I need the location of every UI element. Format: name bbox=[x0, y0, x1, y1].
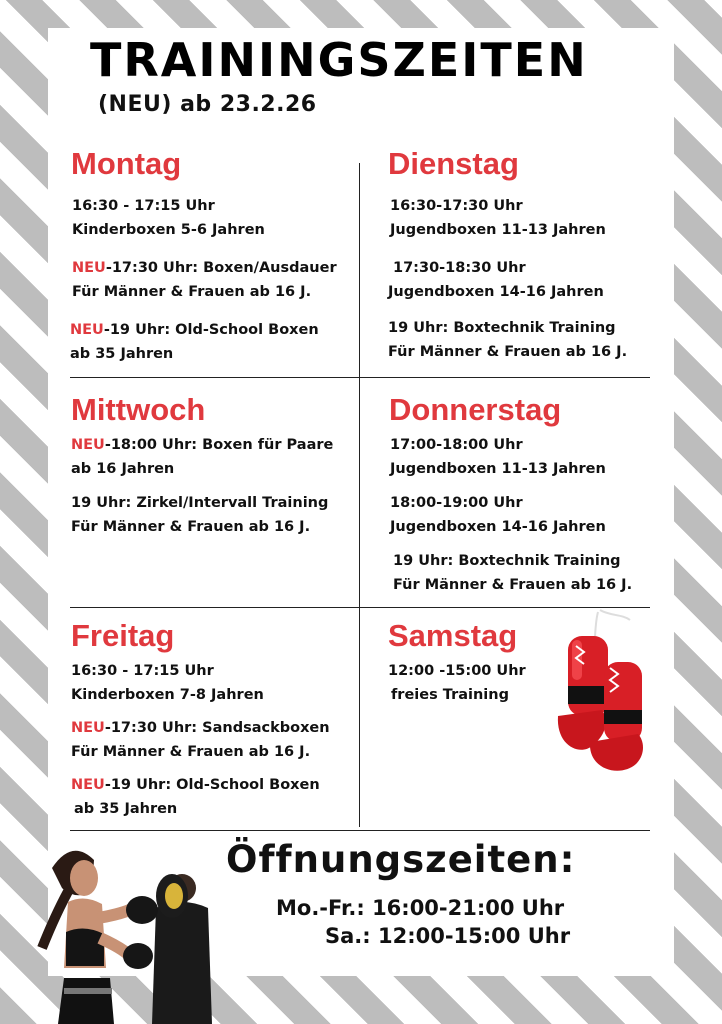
grid-divider-vertical bbox=[359, 163, 360, 827]
opening-hours-weekdays: Mo.-Fr.: 16:00-21:00 Uhr bbox=[276, 896, 565, 920]
montag-entry-2 bbox=[72, 256, 337, 304]
montag-entry-3 bbox=[70, 318, 319, 366]
entry-description: Für Männer & Frauen ab 16 J. bbox=[71, 519, 311, 535]
entry-time: 16:30 - 17:15 Uhr bbox=[72, 198, 215, 214]
entry-description: ab 35 Jahren bbox=[74, 801, 178, 817]
neu-label: NEU bbox=[71, 720, 105, 736]
entry-time: -19 Uhr: Old-School Boxen bbox=[104, 777, 320, 793]
entry-time: 18:00-19:00 Uhr bbox=[390, 495, 523, 511]
mittwoch-entry-2 bbox=[71, 491, 328, 539]
entry-time: -17:30 Uhr: Boxen/Ausdauer bbox=[105, 260, 337, 276]
freitag-entry-3 bbox=[71, 773, 320, 821]
entry-description: Jugendboxen 14-16 Jahren bbox=[388, 284, 604, 300]
donnerstag-entry-1 bbox=[390, 433, 606, 481]
opening-hours-saturday: Sa.: 12:00-15:00 Uhr bbox=[325, 924, 571, 948]
entry-description: Für Männer & Frauen ab 16 J. bbox=[72, 284, 312, 300]
entry-time: 16:30 - 17:15 Uhr bbox=[71, 663, 214, 679]
entry-description: ab 16 Jahren bbox=[71, 461, 175, 477]
neu-label: NEU bbox=[72, 260, 106, 276]
entry-description: Für Männer & Frauen ab 16 J. bbox=[388, 344, 628, 360]
entry-description: Für Männer & Frauen ab 16 J. bbox=[393, 577, 633, 593]
page-title: TRAININGSZEITEN bbox=[90, 33, 588, 87]
montag-entry-1 bbox=[72, 194, 265, 242]
freitag-entry-1 bbox=[71, 659, 264, 707]
grid-divider-bottom bbox=[70, 830, 650, 831]
mittwoch-entry-1 bbox=[71, 433, 333, 481]
entry-time: 19 Uhr: Boxtechnik Training bbox=[388, 320, 616, 336]
opening-hours-title: Öffnungszeiten: bbox=[226, 838, 576, 881]
donnerstag-entry-3 bbox=[393, 549, 632, 597]
day-heading-freitag: Freitag bbox=[71, 618, 175, 653]
day-heading-samstag: Samstag bbox=[388, 618, 518, 653]
boxer-training-photo bbox=[22, 838, 222, 1024]
neu-label: NEU bbox=[71, 437, 105, 453]
entry-description: Kinderboxen 5-6 Jahren bbox=[72, 222, 265, 238]
donnerstag-entry-2 bbox=[390, 491, 606, 539]
entry-description: freies Training bbox=[391, 687, 509, 703]
entry-description: Kinderboxen 7-8 Jahren bbox=[71, 687, 264, 703]
entry-time: 16:30-17:30 Uhr bbox=[390, 198, 523, 214]
boxing-gloves-icon bbox=[550, 606, 650, 778]
entry-description: Jugendboxen 11-13 Jahren bbox=[390, 222, 606, 238]
page-subtitle: (NEU) ab 23.2.26 bbox=[98, 92, 317, 117]
neu-label: NEU bbox=[71, 777, 105, 793]
entry-description: Für Männer & Frauen ab 16 J. bbox=[71, 744, 311, 760]
entry-description: ab 35 Jahren bbox=[70, 346, 174, 362]
dienstag-entry-2 bbox=[388, 256, 604, 304]
entry-time: 19 Uhr: Boxtechnik Training bbox=[393, 553, 621, 569]
entry-description: Jugendboxen 14-16 Jahren bbox=[390, 519, 606, 535]
entry-time: 12:00 -15:00 Uhr bbox=[388, 663, 526, 679]
dienstag-entry-1 bbox=[390, 194, 606, 242]
day-heading-montag: Montag bbox=[71, 146, 182, 181]
samstag-entry-1 bbox=[388, 659, 526, 707]
day-heading-donnerstag: Donnerstag bbox=[389, 392, 562, 427]
day-heading-dienstag: Dienstag bbox=[388, 146, 519, 181]
day-heading-mittwoch: Mittwoch bbox=[71, 392, 206, 427]
neu-label: NEU bbox=[70, 322, 104, 338]
dienstag-entry-3 bbox=[388, 316, 627, 364]
entry-time: -19 Uhr: Old-School Boxen bbox=[103, 322, 319, 338]
entry-description: Jugendboxen 11-13 Jahren bbox=[390, 461, 606, 477]
entry-time: 17:30-18:30 Uhr bbox=[393, 260, 526, 276]
entry-time: -18:00 Uhr: Boxen für Paare bbox=[104, 437, 334, 453]
entry-time: 19 Uhr: Zirkel/Intervall Training bbox=[71, 495, 329, 511]
grid-divider-row-1 bbox=[70, 377, 650, 378]
entry-time: -17:30 Uhr: Sandsackboxen bbox=[104, 720, 330, 736]
entry-time: 17:00-18:00 Uhr bbox=[390, 437, 523, 453]
freitag-entry-2 bbox=[71, 716, 330, 764]
